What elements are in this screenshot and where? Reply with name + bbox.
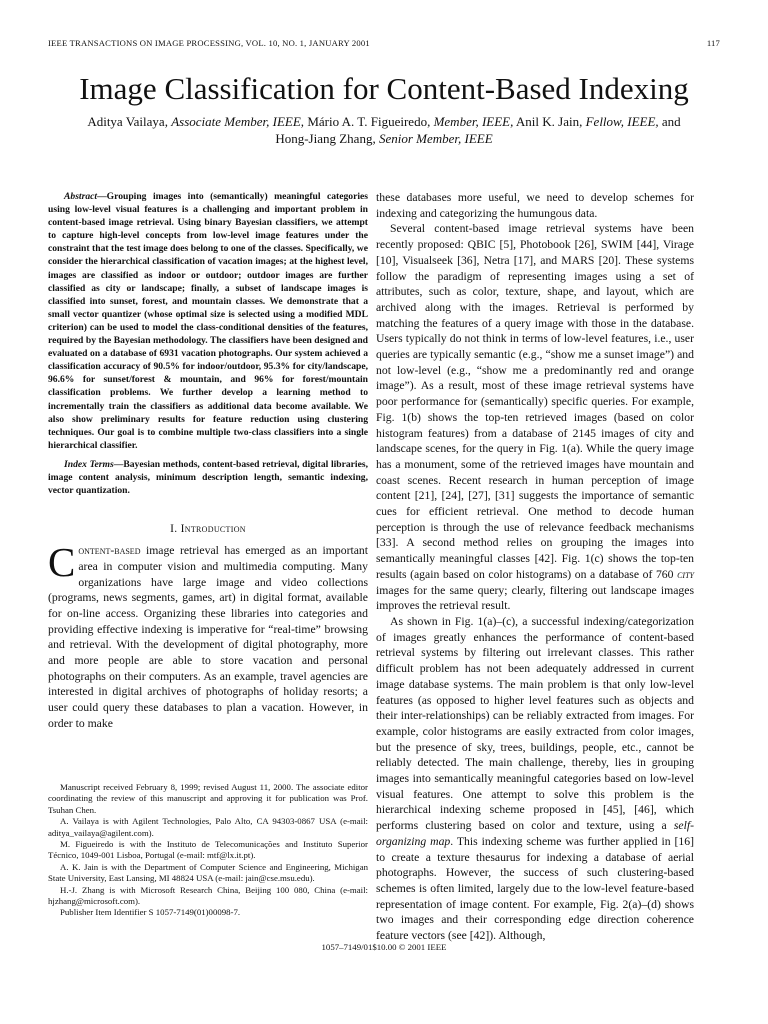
author-affiliation: Senior Member, IEEE [378, 131, 493, 146]
intro-lead-words: ontent-based [78, 544, 141, 558]
body-paragraph [376, 614, 694, 944]
footnote: A. Vailaya is with Agilent Technologies, Palo Alto, CA 94303-0867 USA (e-mail: aditya_vailaya@agilent.com). [48, 816, 368, 838]
footnotes [48, 782, 368, 919]
footnote: M. Figueiredo is with the Instituto de Telecomunicações and Instituto Superior Técnico, 1049-001 Lisboa, Portugal (e-mail: mtf@lx.it.pt). [48, 839, 368, 861]
author-name: Anil K. Jain, [515, 114, 583, 129]
footnote: Publisher Item Identifier S 1057-7149(01)00098-7. [60, 907, 241, 918]
author-list [40, 113, 728, 147]
copyright-line: 1057–7149/01$10.00 © 2001 IEEE [321, 942, 447, 952]
drop-cap: C [48, 539, 76, 586]
section-title: Introduction [180, 523, 246, 536]
author-name: Hong-Jiang Zhang, [275, 131, 376, 146]
intro-paragraph [48, 539, 368, 731]
author-name: Aditya Vailaya, [87, 114, 168, 129]
abstract-text: —Grouping images into (semantically) meaningful categories using low-level visual features is a challenging and important problem in content-based image retrieval. Using binary Bayesian classifiers, we attempt to capture high-level concepts from low-level image features under the constraint that the test image does belong to one of the classes. Specifically, we consider the hierarchical classification of vacation images; at the highest level, images are classified as indoor or outdoor; outdoor images are further classified as city or landscape; finally, a subset of landscape images is classified into sunset, forest, and mountain classes. We demonstrate that a small vector quantizer (whose optimal size is selected using a modified MDL criterion) can be used to model the class-conditional densities of the features, required by the Bayesian methodology. The classifiers have been designed and evaluated on a database of 6931 vacation photographs. Our system achieved a classification accuracy of 90.5% for indoor/outdoor, 95.3% for city/landscape, 96.6% for sunset/forest & mountain, and 96% for forest/mountain classification problems. We further develop a learning method to incrementally train the classifiers as additional data become available. We also show preliminary results for feature reduction using clustering techniques. Our goal is to combine multiple two-class classifiers into a single hierarchical classifier. [48, 191, 368, 451]
index-terms-label: Index Terms [64, 458, 114, 470]
index-terms-text: —Bayesian methods, content-based retrieval, digital libraries, image content analysis, minimum description length, semantic indexing, vector quantization. [48, 458, 368, 497]
paragraph-text: . This indexing scheme was further applied in [16] to create a texture thesaurus for indexing a database of aerial photographs. However, the success of such clustering-based schemes is often limited, largely due to the low-level feature-based representation of image content. For example, Fig. 2(a)–(d) shows two images and their corresponding edge direction coherence feature vectors (see [42]). Although, [376, 834, 694, 943]
body-paragraph [376, 221, 694, 614]
paragraph-text: As shown in Fig. 1(a)–(c), a successful indexing/categorization of images greatly enhances the performance of content-based retrieval systems by filtering out irrelevant classes. This rather difficult problem has not been adequately addressed in current image database systems. The main problem is that only low-level features (as opposed to higher level features such as objects and their inter-relationships) can be reliably extracted from images. For example, color histograms are easily extracted from color images, but the presence of sky, trees, buildings, people, etc., cannot be reliably detected. The main challenge, thereby, lies in grouping images into semantically meaningful categories based on low-level visual features. One attempt to solve this problem is the hierarchical indexing scheme proposed in [45], [46], which performs clustering based on color and texture, using a [376, 614, 694, 833]
index-terms [48, 458, 368, 497]
abstract-label: Abstract [64, 191, 98, 202]
author-affiliation: Associate Member, IEEE, [171, 114, 305, 129]
right-column [376, 190, 694, 944]
body-paragraph: these databases more useful, we need to develop schemes for indexing and categorizing the humungous data. [376, 191, 694, 220]
page-number: 117 [706, 38, 720, 48]
footnote: H.-J. Zhang is with Microsoft Research China, Beijing 100 080, China (e-mail: hjzhang@microsoft.com). [48, 884, 368, 907]
paragraph-text: images for the same query; clearly, filtering out landscape images improves the retrieval result. [376, 583, 694, 613]
author-conjunction: and [661, 114, 681, 129]
footnote: A. K. Jain is with the Department of Computer Science and Engineering, Michigan State University, East Lansing, MI 48824 USA (e-mail: jain@cse.msu.edu). [48, 861, 368, 884]
left-column [48, 190, 368, 732]
paragraph-text: Several content-based image retrieval systems have been recently proposed: QBIC [5], Photobook [26], SWIM [44], Virage [10], Visualseek [36], Netra [17], and MARS [20]. These systems follow the paradigm of representing images using a set of attributes, such as color, texture, shape, and layout, which are archived along with the images. Retrieval is performed by matching the features of a query image with those in the database. Users typically do not think in terms of low-level features, i.e., user queries are typically semantic (e.g., “show me a sunset image”) and not low-level (e.g., “show me a predominantly red and orange image”). As a result, most of these image retrieval systems have poor performance for (semantically) specific queries. For example, Fig. 1(b) shows the top-ten retrieved images (based on color histogram features) from a database of 2145 images of city and landscape scenes, for the query in Fig. 1(a). While the query image has a monument, some of the retrieved images have mountain and coast scenes. Recent research in human perception of image content [21], [24], [27], [31] suggests the importance of semantic cues for efficient retrieval. One method to decode human perception is through the use of relevance feedback mechanisms [33]. A second method relies on grouping the images into semantically meaningful classes [42]. Fig. 1(c) shows the top-ten results (again based on color histograms) on a database of 760 [376, 222, 694, 581]
section-heading [48, 523, 368, 535]
footnote: Manuscript received February 8, 1999; revised August 11, 2000. The associate editor coordinating the review of this manuscript and approving it for publication was Prof. Tsuhan Chen. [48, 782, 368, 815]
section-number: I. [170, 523, 178, 536]
emphasized-term: city [677, 567, 694, 581]
paper-title: Image Classification for Content-Based Indexing [79, 71, 689, 106]
intro-text: image retrieval has emerged as an important area in computer vision and multimedia computing. Many organizations have large image and video collections (programs, news segments, games, art) in digital format, available for on-line access. Organizing these libraries into categories and providing effective indexing is imperative for “real-time” browsing and retrieval. With the development of digital photography, more and more people are able to store vacation and personal photographs on their computers. As an example, travel agencies are interested in digital archives of photographs of holiday resorts; a user could query these databases to plan a vacation. However, in order to make [48, 544, 368, 730]
running-header-journal: IEEE TRANSACTIONS ON IMAGE PROCESSING, VOL. 10, NO. 1, JANUARY 2001 [48, 38, 370, 48]
emphasized-term: self-organizing map [376, 819, 694, 848]
author-name: Mário A. T. Figueiredo, [307, 114, 431, 129]
abstract [48, 190, 368, 452]
author-affiliation: Member, IEEE, [433, 114, 514, 129]
author-affiliation: Fellow, IEEE, [585, 114, 659, 129]
